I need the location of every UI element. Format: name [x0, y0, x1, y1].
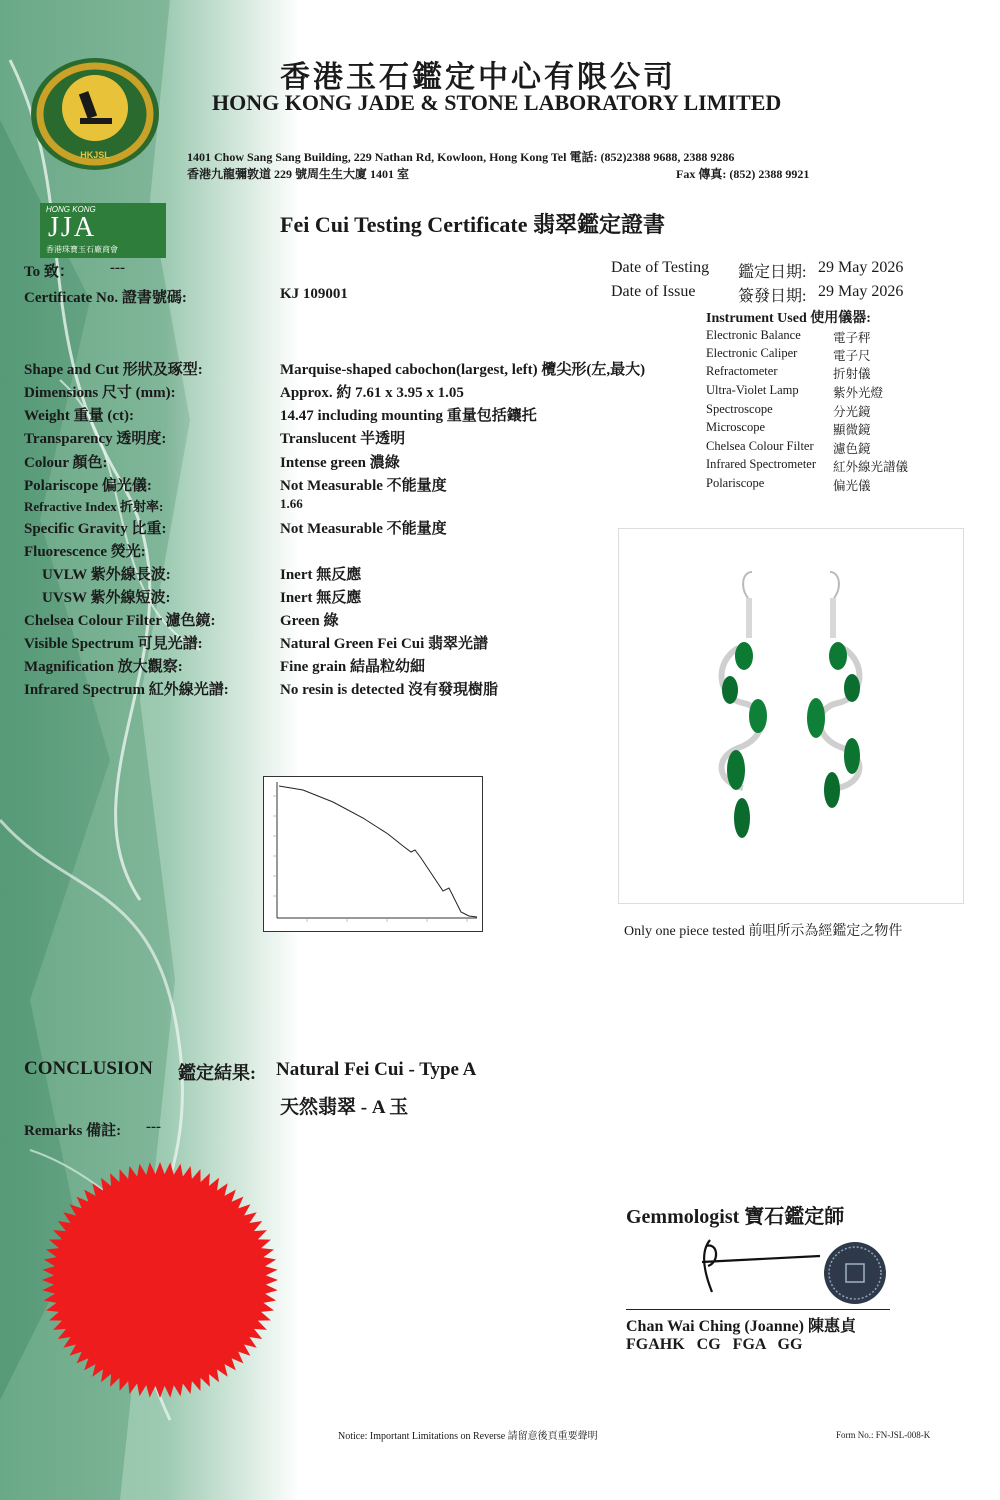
property-value: Inert 無反應 [280, 567, 362, 583]
jja-badge [40, 203, 166, 258]
property-value: Inert 無反應 [280, 590, 362, 606]
property-value: Marquise-shaped cabochon(largest, left) 欖尖形(左,最大) [280, 362, 646, 378]
property-label: Fluorescence 熒光: [24, 544, 146, 560]
conclusion-label-zh: 鑑定結果: [178, 1063, 256, 1083]
instrument-zh: 電子尺 [833, 349, 871, 363]
address-zh: 香港九龍彌敦道 229 號周生生大廈 1401 室 [187, 167, 410, 181]
photo-caption: Only one piece tested 前咀所示為經鑑定之物件 [624, 924, 903, 939]
property-label: Weight 重量 (ct): [24, 408, 134, 424]
instrument-en: Refractometer [706, 364, 778, 378]
cert-no-label: Certificate No. 證書號碼: [24, 290, 187, 306]
instrument-zh: 偏光儀 [833, 479, 871, 493]
remarks-value: --- [146, 1119, 161, 1135]
to-label: To 致： [24, 264, 74, 280]
property-label: Refractive Index 折射率: [24, 499, 164, 514]
date-testing-value: 29 May 2026 [818, 259, 904, 276]
instrument-en: Infrared Spectrometer [706, 457, 817, 471]
instrument-en: Electronic Caliper [706, 346, 798, 360]
infrared-spectrum-graph [263, 776, 483, 932]
property-label: Specific Gravity 比重: [24, 521, 167, 537]
conclusion-value: Natural Fei Cui - Type A [276, 1059, 477, 1080]
jja-sub-text: 香港珠寶玉石廠商會 [46, 245, 118, 254]
property-label: Shape and Cut 形狀及琢型: [24, 362, 203, 378]
instrument-en: Polariscope [706, 476, 765, 490]
gemmologist-name: Chan Wai Ching (Joanne) 陳惠貞 [626, 1318, 856, 1335]
property-label: Colour 顏色: [24, 455, 108, 471]
property-value: 14.47 including mounting 重量包括鑲托 [280, 408, 537, 424]
property-value: Fine grain 結晶粒幼細 [280, 659, 425, 675]
certificate-title: Fei Cui Testing Certificate 翡翠鑑定證書 [280, 212, 665, 237]
property-value: Green 綠 [280, 613, 339, 629]
property-label: Chelsea Colour Filter 濾色鏡: [24, 613, 216, 629]
property-value: Not Measurable 不能量度 [280, 521, 447, 537]
remarks-label: Remarks 備註: [24, 1123, 122, 1139]
logo-text: HKJSL [80, 150, 110, 160]
instrument-zh: 折射儀 [833, 367, 871, 381]
cert-no-value: KJ 109001 [280, 286, 348, 302]
instrument-zh: 分光鏡 [833, 405, 871, 419]
property-label: Infrared Spectrum 紅外線光譜: [24, 682, 229, 698]
date-issue-label: Date of Issue [611, 283, 696, 300]
property-value: Natural Green Fei Cui 翡翠光譜 [280, 636, 489, 652]
instrument-en: Spectroscope [706, 402, 773, 416]
conclusion-value-zh: 天然翡翠 - A 玉 [280, 1097, 409, 1118]
instruments-title: Instrument Used 使用儀器: [706, 311, 871, 326]
property-value: No resin is detected 沒有發現樹脂 [280, 682, 499, 698]
property-label: UVSW 紫外線短波: [42, 590, 171, 606]
date-testing-zh: 鑑定日期: [738, 264, 807, 281]
instrument-zh: 紫外光燈 [833, 386, 884, 400]
lab-logo [28, 56, 162, 172]
signature-line [626, 1309, 890, 1310]
instrument-en: Ultra-Violet Lamp [706, 383, 799, 397]
property-label: Magnification 放大觀察: [24, 659, 183, 675]
footer-notice: Notice: Important Limitations on Reverse 請留意後頁重要聲明 [338, 1431, 598, 1442]
property-value: Not Measurable 不能量度 [280, 478, 447, 494]
instrument-zh: 顯微鏡 [833, 423, 871, 437]
property-label: Visible Spectrum 可見光譜: [24, 636, 203, 652]
jja-small-text: HONG KONG [46, 205, 96, 214]
date-issue-zh: 簽發日期: [738, 288, 807, 305]
address-en: 1401 Chow Sang Sang Building, 229 Nathan Rd, Kowloon, Hong Kong Tel 電話: (852)2388 9688, 2388 9286 [187, 150, 735, 164]
property-label: Transparency 透明度: [24, 431, 167, 447]
date-testing-label: Date of Testing [611, 259, 710, 276]
instrument-en: Chelsea Colour Filter [706, 439, 814, 453]
instrument-zh: 濾色鏡 [833, 442, 871, 456]
instrument-zh: 電子秤 [833, 331, 871, 345]
jja-big-text: JJA [48, 212, 97, 243]
fax-number: Fax 傳真: (852) 2388 9921 [676, 167, 810, 181]
property-value: Translucent 半透明 [280, 431, 406, 447]
instrument-en: Electronic Balance [706, 328, 801, 342]
conclusion-label: CONCLUSION [24, 1058, 153, 1079]
signature [690, 1232, 830, 1302]
company-chinese-name: 香港玉石鑑定中心有限公司 [280, 61, 676, 94]
gemmologist-title: Gemmologist 寶石鑑定師 [626, 1206, 845, 1228]
property-value: Approx. 約 7.61 x 3.95 x 1.05 [280, 385, 464, 401]
date-issue-value: 29 May 2026 [818, 283, 904, 300]
form-number: Form No.: FN-JSL-008-K [836, 1430, 931, 1440]
property-label: UVLW 紫外線長波: [42, 567, 171, 583]
property-value: 1.66 [280, 496, 303, 511]
property-value: Intense green 濃綠 [280, 455, 400, 471]
property-label: Polariscope 偏光儀: [24, 478, 152, 494]
property-label: Dimensions 尺寸 (mm): [24, 385, 176, 401]
instrument-zh: 紅外線光譜儀 [833, 460, 909, 474]
instrument-en: Microscope [706, 420, 766, 434]
gemmologist-stamp [822, 1240, 888, 1306]
to-value: --- [110, 260, 125, 276]
red-seal [40, 1160, 280, 1400]
earrings-photo [618, 528, 964, 904]
company-english-name: HONG KONG JADE & STONE LABORATORY LIMITED [212, 90, 782, 115]
gemmologist-quals: FGAHK CG FGA GG [626, 1336, 803, 1353]
